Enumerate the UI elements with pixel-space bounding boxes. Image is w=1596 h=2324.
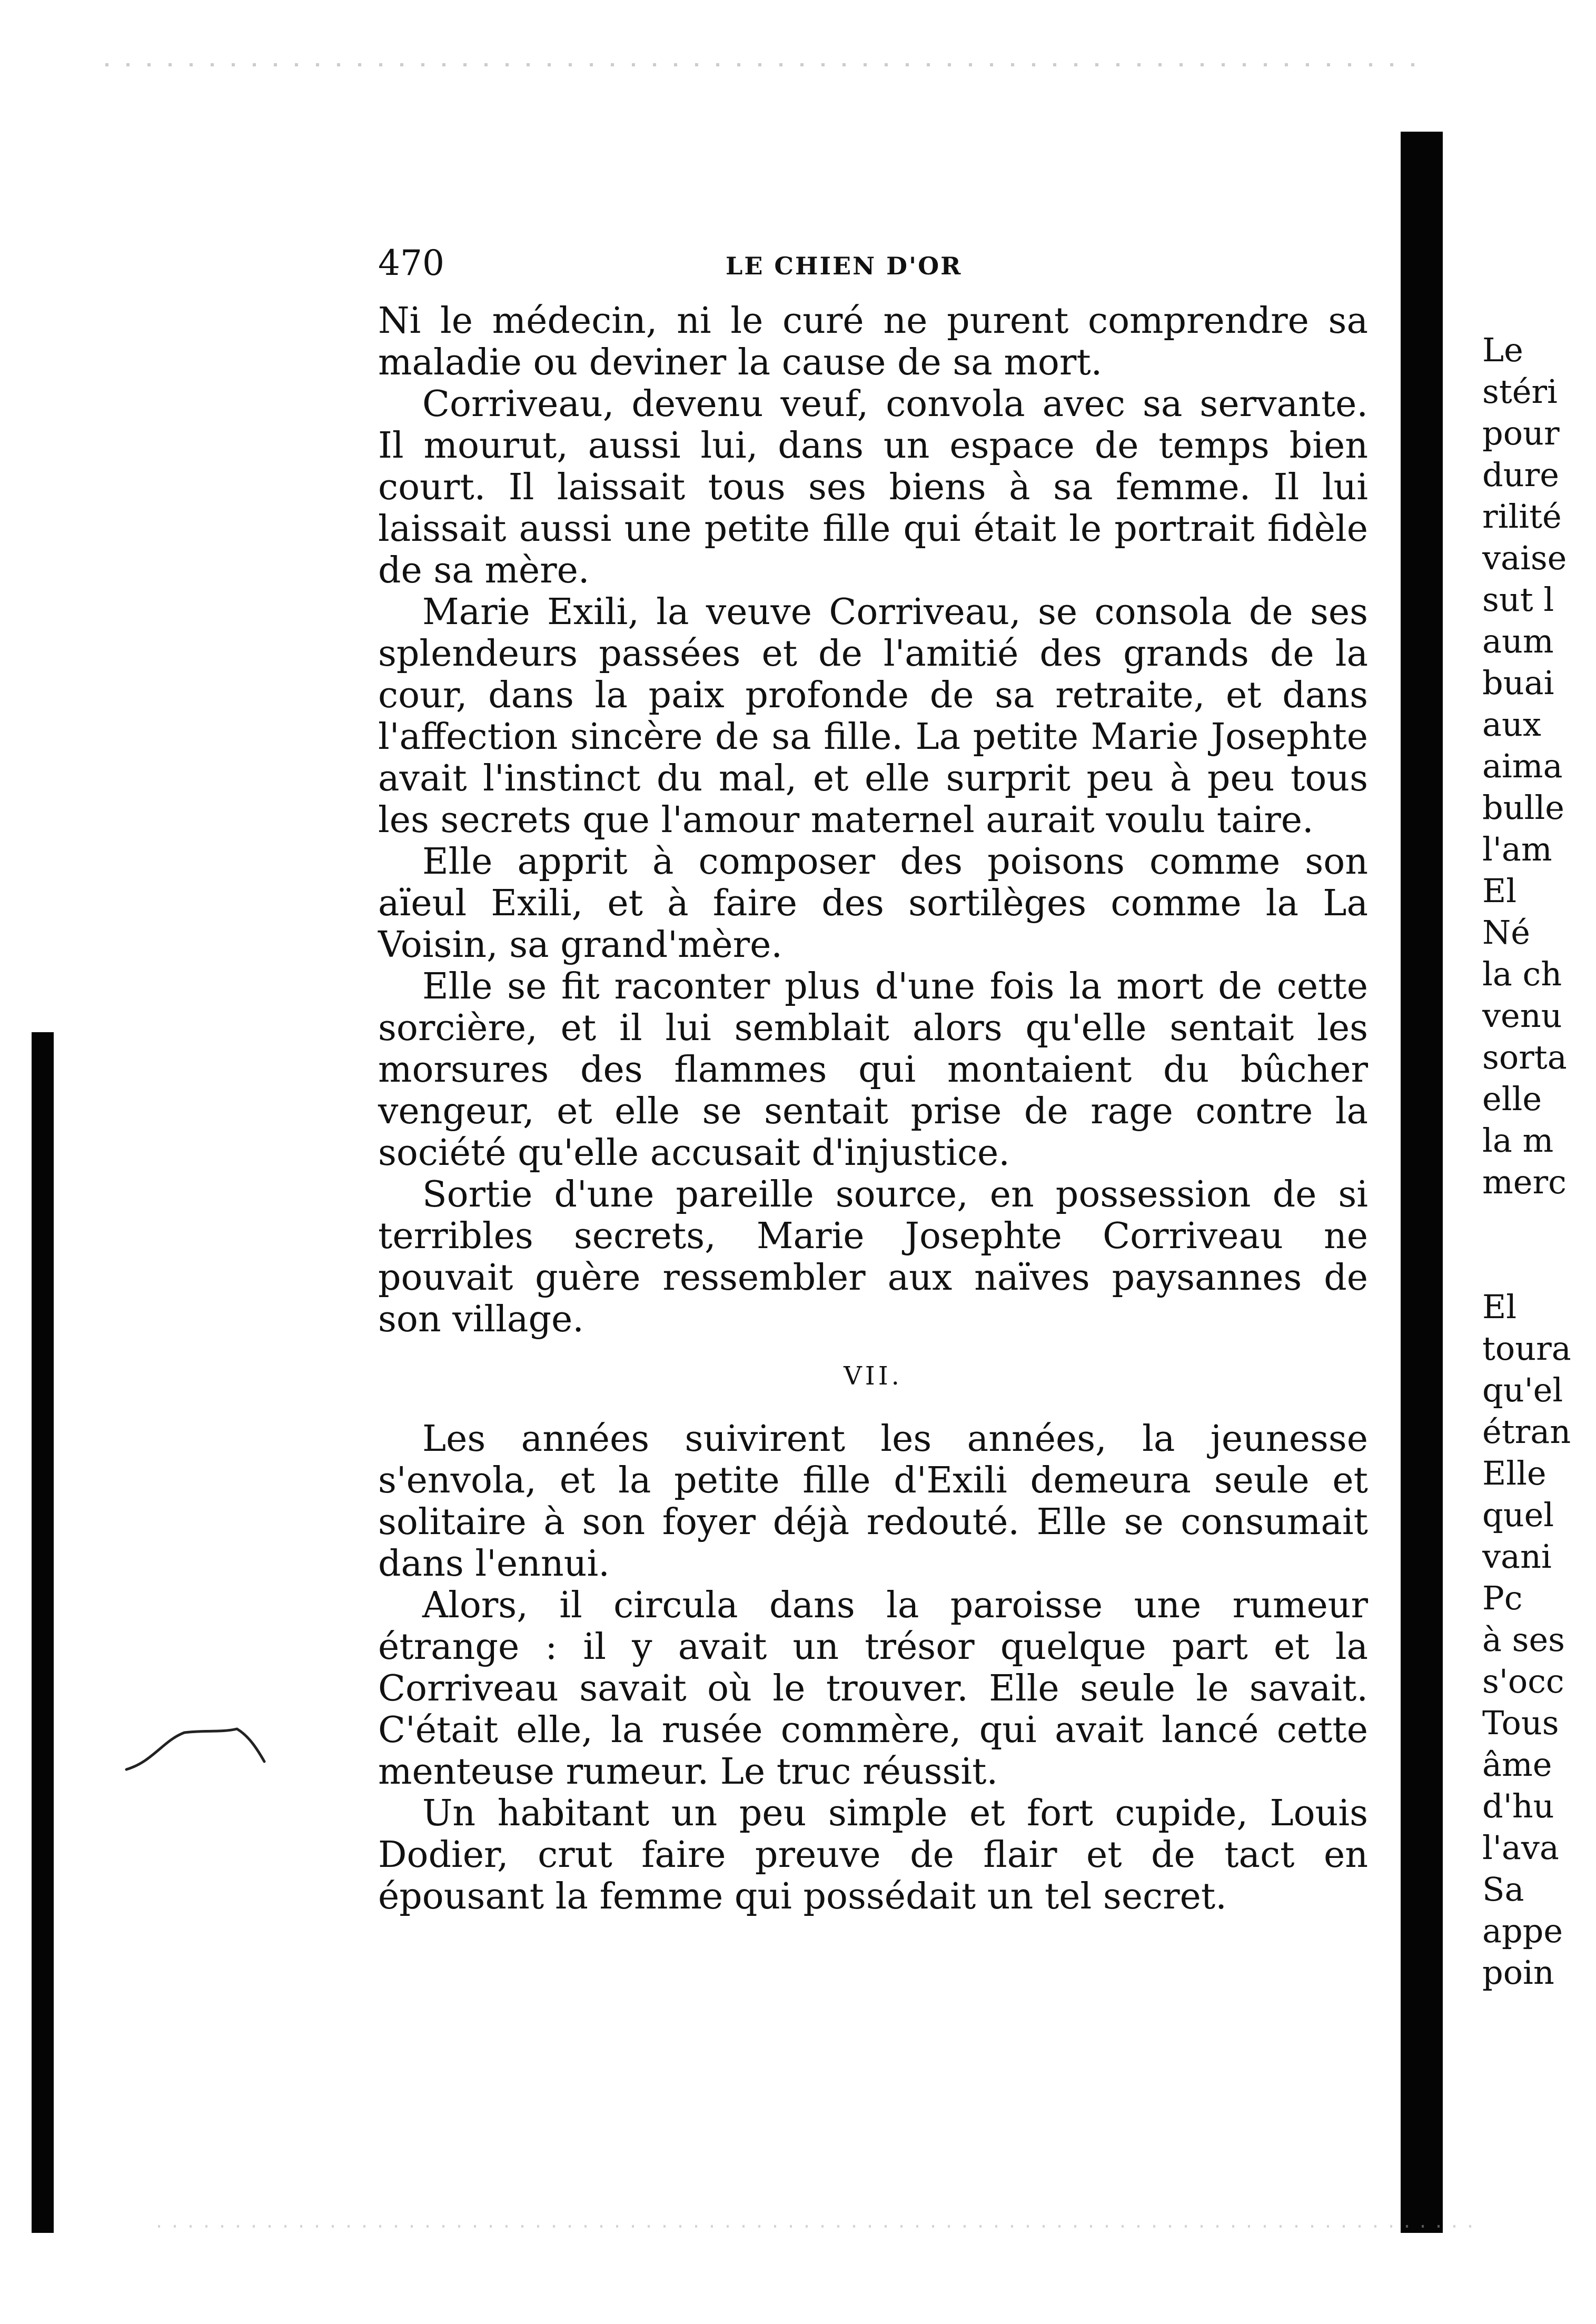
facing-gap [1482,1203,1596,1286]
scan-edge-left [32,1032,54,2233]
facing-fragment: pour [1482,414,1560,452]
facing-fragment: vaise [1482,539,1567,577]
paragraph: Elle apprit à composer des poisons comme son aïeul Exili, et à faire des sortilèges comme la La Voisin, sa grand'mère. [378,841,1368,966]
facing-fragment: s'occ [1482,1662,1564,1700]
facing-page-fragments [1482,329,1596,1993]
paragraph: Un habitant un peu simple et fort cupide, Louis Dodier, crut faire preuve de flair et de tact en épousant la femme qui possédait un tel secret. [378,1793,1368,1917]
facing-fragment: sorta [1482,1038,1567,1076]
facing-fragment: aima [1482,747,1563,785]
facing-fragment: d'hu [1482,1787,1554,1825]
facing-fragment: l'ava [1482,1828,1559,1867]
facing-fragment: elle [1482,1080,1542,1118]
margin-pen-mark [121,1709,269,1777]
facing-fragment: rilité [1482,497,1562,536]
facing-fragment: poin [1482,1953,1554,1992]
book-gutter-shadow [1401,132,1443,2233]
facing-fragment: Pc [1482,1579,1523,1617]
facing-fragment: El [1482,872,1517,910]
facing-fragment: sut l [1482,580,1554,619]
body-text [378,300,1368,1917]
facing-fragment: dure [1482,456,1559,494]
facing-fragment: étran [1482,1412,1571,1451]
facing-fragment: quel [1482,1496,1554,1534]
facing-fragment: Tous [1482,1704,1559,1742]
facing-fragment: aum [1482,622,1554,660]
facing-fragment: merc [1482,1163,1567,1201]
running-title: LE CHIEN D'OR [726,252,963,280]
facing-fragment: El [1482,1288,1517,1326]
facing-fragment: Le [1482,331,1523,369]
facing-fragment: aux [1482,705,1541,744]
facing-fragment: Né [1482,913,1530,952]
page-number: 470 [378,243,444,283]
facing-fragment: à ses [1482,1620,1565,1659]
paragraph: Corriveau, devenu veuf, convola avec sa servante. Il mourut, aussi lui, dans un espace de temps bien court. Il laissait tous ses biens à sa femme. Il lui laissait aussi une petite fille qui était le portrait fidèle de sa mère. [378,383,1368,591]
facing-fragment: Sa [1482,1870,1524,1908]
facing-fragment: toura [1482,1329,1571,1368]
paragraph: Sortie d'une pareille source, en possession de si terribles secrets, Marie Josephte Corriveau ne pouvait guère ressembler aux naïves paysannes de son village. [378,1174,1368,1340]
facing-fragment: stéri [1482,372,1558,411]
facing-fragment: buai [1482,664,1554,702]
scan-noise-top [105,63,1422,66]
facing-fragment: venu [1482,996,1562,1035]
paragraph: Les années suivirent les années, la jeunesse s'envola, et la petite fille d'Exili demeura seule et solitaire à son foyer déjà redouté. Elle se consumait dans l'ennui. [378,1418,1368,1585]
facing-fragment: âme [1482,1745,1552,1784]
running-header [378,242,1368,300]
book-page [378,242,1368,1917]
facing-fragment: bulle [1482,788,1564,827]
facing-fragment: qu'el [1482,1371,1563,1409]
facing-fragment: l'am [1482,830,1552,868]
facing-fragment: la ch [1482,955,1562,993]
facing-fragment: appe [1482,1912,1563,1950]
facing-fragment: la m [1482,1121,1554,1160]
facing-fragment: vani [1482,1537,1552,1576]
scan-noise-bottom [158,2225,1474,2228]
paragraph: Elle se fit raconter plus d'une fois la mort de cette sorcière, et il lui semblait alors qu'elle sentait les morsures des flammes qui montaient du bûcher vengeur, et elle se sentait prise de rage contre la société qu'elle accusait d'injustice. [378,966,1368,1174]
paragraph: Marie Exili, la veuve Corriveau, se consola de ses splendeurs passées et de l'amitié des grands de la cour, dans la paix profonde de sa retraite, et dans l'affection sincère de sa fille. La petite Marie Josephte avait l'instinct du mal, et elle surprit peu à peu tous les secrets que l'amour maternel aurait voulu taire. [378,591,1368,841]
paragraph: Alors, il circula dans la paroisse une rumeur étrange : il y avait un trésor quelque part et la Corriveau savait où le trouver. Elle seule le savait. C'était elle, la rusée commère, qui avait lancé cette menteuse rumeur. Le truc réussit. [378,1585,1368,1793]
section-heading: VII. [844,1361,903,1391]
paragraph: Ni le médecin, ni le curé ne purent comprendre sa maladie ou deviner la cause de sa mort. [378,300,1368,383]
facing-fragment: Elle [1482,1454,1547,1492]
